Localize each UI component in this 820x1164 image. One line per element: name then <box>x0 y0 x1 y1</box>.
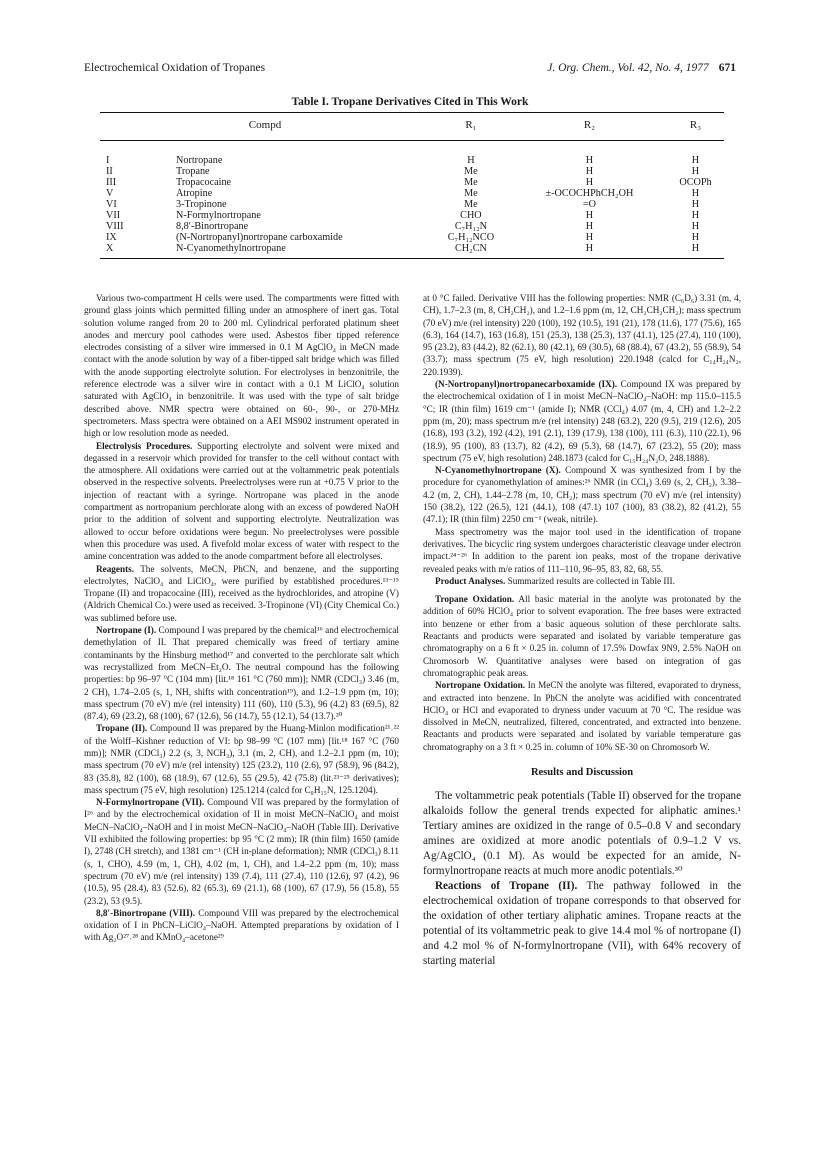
results-text <box>423 789 741 969</box>
paragraph <box>423 464 741 525</box>
table-row <box>100 210 724 221</box>
paragraph-lead: Nortropane (I). <box>96 625 157 636</box>
paragraph-text: Compound II was prepared by the Huang-Minlon modification²¹˒²² of the Wolff–Kishner reduction of VI: bp 98–99 °C (107 mm) [lit.¹⁸ 167 °C (760 mm)]; NMR (CDCl₃) 2.2 (s, 3, NCH₃), 3.1 (m, 2, CH), and 1.2–2.1 ppm (m, 10); mass spectrum (70 eV) m/e (rel intensity) 125 (23.2), 110 (2.6), 97 (58.9), 96 (84.2), 83 (35.8), 82 (100), 68 (18.9), 67 (12.6), 55 (29.5), 42 (75.8) (lit.²³⁻²⁵ derivatives); mass spectrum (75 eV, high resolution) 125.1214 (calcd for C₈H₁₅N, 125.1204). <box>84 723 399 795</box>
r3-cell: H <box>667 243 724 259</box>
paragraph-text: Compound VII was prepared by the formylation of I²⁶ and by the electrochemical oxidation of II in moist MeCN–NaClO₄ and moist MeCN–NaClO₄–NaOH and I in moist MeCN–NaClO₄–NaOH (Table III). Derivative VII exhibited the following properties: bp 95 °C (2 mm); IR (thin film) 1650 (amide I), 2748 (CH stretch), and 1381 cm⁻¹ (CH in-plane deformation); NMR (CDCl₃) 8.11 (s, 1, CHO), 4.59 (m, 1, CH), 4.02 (m, 1, CH), and 1.4–2.2 ppm (m, 10); mass spectrum (70 eV) m/e (rel intensity) 139 (7.4), 111 (27.4), 110 (12.6), 97 (4.2), 96 (10.5), 95 (28.4), 83 (52.6), 82 (65.3), 69 (21.1), 68 (100), 67 (17.9), 56 (15.8), 55 (23.2), 53 (9.5). <box>84 797 399 906</box>
r1-cell: Me <box>464 199 478 210</box>
paragraph-lead: Tropane (II). <box>96 723 148 734</box>
r2-cell: ±-OCOCHPhCH₂OH <box>545 188 634 199</box>
paragraph-text: The pathway followed in the electrochemical oxidation of tropane corresponds to that observed for the oxidation of other tertiary aliphatic amines. Tropane reacts at the potential of its voltammetric peak to give 14.4 mol % of nortropane (I) and 4.2 mol % of N-formylnortropane (VII), with 64% recovery of starting material <box>423 880 741 968</box>
compound-number: VI <box>106 199 117 210</box>
tropane-derivatives-table <box>100 112 724 259</box>
paragraph <box>84 907 399 944</box>
paragraph-text: Compound IX was prepared by the electrochemical oxidation of I in moist MeCN–NaClO₄–NaOH: mp 115.0–115.5 °C; IR (thin film) 1619 cm⁻¹ (amide I); NMR (CCl₄) 4.07 (m, 4, CH) and 1.2–2.2 ppm (m, 20); mass spectrum m/e (rel intensity) 248 (63.2), 220 (9.5), 219 (12.6), 205 (16.8), 193 (3.2), 192 (4.2), 191 (2.1), 139 (17.9), 138 (100), 111 (6.3), 110 (22.1), 96 (18.9), 95 (100), 83 (13.7), 82 (4.2), 69 (5.3), 68 (14.7), 67 (23.2), 55 (20); mass spectrum (75 eV, high resolution) 248.1873 (calcd for C₁₅H₂₄N₂O, 248.1888). <box>423 379 741 463</box>
paragraph-text: Compound VIII was prepared by the electrochemical oxidation of I in PhCN–LiClO₄–NaOH. Attempted preparations by oxidation of I with Ag₂O²⁷˒²⁸ and KMnO₄–acetone²⁹ <box>84 907 399 943</box>
compound-name: (N-Nortropanyl)nortropane carboxamide <box>176 232 343 243</box>
paragraph <box>84 440 399 563</box>
paragraph-text: All basic material in the anolyte was protonated by the addition of 60% HClO₄ prior to solvent evaporation. The free bases were extracted into benzene or ether from a basic aqueous solution of these perchlorate salts. Reactants and products were separated and isolated by variable temperature gas chromatography on a 6 ft × 0.25 in. column of 17.5% Dowfax 9N9, 2.5% NaOH on Chromosorb W. Quantitative analyses were based on integration of gas chromatographic peak areas. <box>423 594 741 678</box>
page-number: 671 <box>718 62 736 74</box>
table-row <box>100 221 724 232</box>
compound-name: Tropacocaine <box>176 177 232 188</box>
paragraph <box>423 292 741 378</box>
running-title: Electrochemical Oxidation of Tropanes <box>84 62 266 74</box>
compound-number: IX <box>106 232 117 243</box>
paragraph-lead: Reactions of Tropane (II). <box>435 880 578 893</box>
left-column-text <box>84 292 399 1112</box>
paragraph <box>423 879 741 969</box>
r2-cell: H <box>585 210 594 221</box>
table-body <box>100 141 724 259</box>
compound-number: VIII <box>106 221 124 232</box>
compound-number: X <box>100 243 176 259</box>
column-header-r1: R₁ <box>430 113 512 141</box>
r2-cell: H <box>585 177 594 188</box>
r1-cell: H <box>467 155 475 166</box>
right-column-experimental <box>423 292 741 753</box>
column-header-r3: R₃ <box>667 113 724 141</box>
compound-name: N-Formylnortropane <box>176 210 261 221</box>
r2-cell: H <box>585 166 594 177</box>
journal-citation <box>547 62 736 74</box>
compound-name: 3-Tropinone <box>176 199 227 210</box>
paragraph <box>84 624 399 722</box>
compound-name: Tropane <box>176 166 210 177</box>
paragraph-text: Supporting electrolyte and solvent were mixed and degassed in a reservoir which provided for transfer to the cell without contact with the atmosphere. All oxidations were carried out at the voltammetric peak potentials observed in the respective solvents. Preelectrolyses were run at +0.75 V prior to the injection of reactant with a syringe. Nortropane was placed in the anode compartment as nortropanium perchlorate along with an excess of powdered NaOH prior to the addition of solvent and supporting electrolyte. Neutralization was allowed to occur before oxidations were begun. No preelectrolyses were possible when this procedure was used. A fivefold molar excess of water with respect to the amine concentration was added to the anode compartment before all electrolyses. <box>84 440 399 562</box>
r3-cell: H <box>691 188 700 199</box>
paragraph-text: The solvents, MeCN, PhCN, and benzene, and the supporting electrolytes, NaClO₄ and LiClO₄, were purified by established procedures.¹³⁻¹⁵ Tropane (II) and tropacocaine (III), received as the hydrochlorides, and atropine (V) (Aldrich Chemical Co.) were used as received. 3-Tropinone (VI) (City Chemical Co.) was sublimed before use. <box>84 563 399 623</box>
r3-cell: H <box>691 199 700 210</box>
results-heading: Results and Discussion <box>530 766 634 778</box>
paragraph-lead: 8,8′-Binortropane (VIII). <box>96 907 196 918</box>
compound-number: VII <box>106 210 121 221</box>
r1-cell: Me <box>464 177 478 188</box>
paragraph-lead: Product Analyses. <box>435 575 506 586</box>
paragraph-lead: Electrolysis Procedures. <box>96 440 193 451</box>
table-row <box>100 232 724 243</box>
paragraph-text: Mass spectrometry was the major tool used in the identification of tropane derivatives. The bicyclic ring system undergoes characteristic cleavage under electron impact.²⁴⁻²⁶ In addition to the parent ion peaks, most of the tropane derivative revealed peaks with m/e ratios of 111–110, 96–95, 83, 82, 68, 55. <box>423 526 741 574</box>
paragraph-lead: (N-Nortropanyl)nortropanecarboxamide (IX). <box>435 379 618 390</box>
paragraph <box>423 679 741 753</box>
r2-cell: H <box>585 221 594 232</box>
paragraph-text: In MeCN the anolyte was filtered, evaporated to dryness, and extracted into benzene. In PhCN the anolyte was acidified with concentrated HClO₄ or HCl and evaporated to dryness under vacuum at 70 °C. The residue was dissolved in MeCN, neutralized, filtered, concentrated, and extracted into benzene. Reactants and products were separated and isolated by variable temperature gas chromatography on a 3 ft × 0.25 in. column of 10% SE-30 on Chromosorb W. <box>423 680 741 752</box>
compound-number: III <box>106 177 117 188</box>
r3-cell: H <box>691 155 700 166</box>
paragraph-text: Compound I was prepared by the chemical¹⁶ and electrochemical demethylation of II. That prepared chemically was freed of tertiary amine contaminants by the Hinsburg method¹⁷ and converted to the perchlorate salt which was recrystallized from MeCN–Et₂O. The neutral compound has the following properties: bp 96–97 °C (104 mm) [lit.¹⁸ 161 °C (760 mm)]; NMR (CDCl₃) 3.46 (m, 2 CH), 1.74–2.05 (s, 1, NH, shifts with concentration¹⁹), and 1.2–1.9 ppm (m, 10); mass spectrum (70 eV) m/e (rel intensity) 111 (60), 110 (5.3), 96 (4.2) 83 (69.5), 82 (87.4), 69 (23.2), 68 (100), 67 (12.6), 56 (14.7), 55 (12.1), 54 (13.7).²⁰ <box>84 625 399 722</box>
column-header-compd: Compd <box>100 113 430 141</box>
paragraph <box>84 796 399 907</box>
paragraph-text: Compound X was synthesized from I by the procedure for cyanomethylation of amines:²⁶ NMR (in CCl₄) 3.69 (s, 2, CH₂), 3.38–4.2 (m, 2, CH), 1.44–2.78 (m, 10, CH₂); mass spectrum (70 eV) m/e (rel intensity) 150 (38.2), 122 (26.5), 121 (44.1), 108 (47.1) 107 (100), 83 (38.2), 82 (41.2), 55 (47.1); IR (thin film) 2250 cm⁻¹ (weak, nitrile). <box>423 465 741 525</box>
paragraph-text: Summarized results are collected in Table III. <box>505 575 675 586</box>
column-header-r2: R₂ <box>512 113 667 141</box>
compound-number: I <box>106 155 110 166</box>
r1-cell: Me <box>464 166 478 177</box>
r2-cell: H <box>585 155 594 166</box>
r3-cell: H <box>691 232 700 243</box>
paragraph-lead: Reagents. <box>96 563 135 574</box>
r2-cell: =O <box>582 199 596 210</box>
paragraph <box>423 378 741 464</box>
paragraph <box>84 563 399 624</box>
paragraph-text: Various two-compartment H cells were used. The compartments were fitted with ground glass joints which permitted filling under an atmosphere of inert gas. Total solution volume ranged from 20 to 200 ml. Cylindrical perforated platinum sheet anodes and mercury pool cathodes were used. Asbestos fiber tipped reference electrodes consisting of a silver wire immersed in 0.1 M AgClO₄ in MeCN made contact with the anode solution by way of a fiber-tipped salt bridge which was filled with the anode supporting electrolyte solution. For electrolyses in benzonitrile, the reference electrode was a silver wire in contact with a 0.1 M LiClO₄ solution saturated with AgClO₄ in benzonitrile. It was used with the type of salt bridge described above. NMR spectra were obtained on 60-, 90-, or 270-MHz spectrometers. Mass spectra were obtained on a AEI MS902 instrument operated in high or low resolution mode as needed. <box>84 293 399 439</box>
table-row <box>100 166 724 177</box>
table-title: Table I. Tropane Derivatives Cited in This Work <box>291 96 529 108</box>
r1-cell: C₇H₁₂N <box>454 221 487 232</box>
r1-cell: Me <box>464 188 478 199</box>
r2-cell: H <box>512 243 667 259</box>
r3-cell: H <box>691 221 700 232</box>
table-row <box>100 188 724 199</box>
journal-name: J. Org. Chem., Vol. 42, No. 4, 1977 <box>547 62 709 74</box>
compound-number: II <box>106 166 113 177</box>
compound-name: Nortropane <box>176 155 223 166</box>
paragraph <box>423 575 741 587</box>
paragraph-lead: N-Formylnortropane (VII). <box>96 797 205 808</box>
compound-name: Atropine <box>176 188 213 199</box>
paragraph <box>423 789 741 879</box>
r3-cell: OCOPh <box>679 177 712 188</box>
paragraph-text: at 0 °C failed. Derivative VIII has the following properties: NMR (C₆D₆) 3.31 (m, 4, CH), 1.7–2.3 (m, 8, CH₂CH₂), and 1.2–1.6 ppm (m, 12, CH₂CH₂CH₂); mass spectrum (70 eV) m/e (rel intensity) 220 (100), 192 (10.5), 191 (21), 178 (11.6), 177 (75.6), 165 (6.3), 164 (14.7), 163 (16.8), 151 (25.3), 138 (25.3), 137 (41.1), 125 (27.4), 110 (100), 95 (23.2), 83 (44.2), 82 (62.1), 80 (42.1), 69 (30.5), 68 (88.4), 67 (43.2), 55 (58.9), 54 (33.7); mass spectrum (75 eV, high resolution) 220.1948 (calcd for C₁₄H₂₄N₂, 220.1939). <box>423 293 741 377</box>
paragraph-lead: Nortropane Oxidation. <box>435 680 526 691</box>
paragraph <box>84 292 399 440</box>
table-row <box>100 141 724 167</box>
r2-cell: H <box>585 232 594 243</box>
r3-cell: H <box>691 210 700 221</box>
r1-cell: C₇H₁₂NCO <box>447 232 495 243</box>
paragraph-lead: Tropane Oxidation. <box>435 594 515 605</box>
compound-name: 8,8′-Binortropane <box>176 221 249 232</box>
table-row <box>100 199 724 210</box>
paragraph <box>423 593 741 679</box>
table-row <box>100 243 724 259</box>
r1-cell: CHO <box>460 210 482 221</box>
compound-name: N-Cyanomethylnortropane <box>176 243 430 259</box>
r3-cell: H <box>691 166 700 177</box>
compound-number: V <box>106 188 114 199</box>
running-header <box>84 62 736 78</box>
paragraph <box>423 526 741 575</box>
table-header-row <box>100 113 724 141</box>
paragraph-lead: N-Cyanomethylnortropane (X). <box>435 465 561 476</box>
table-row <box>100 177 724 188</box>
paragraph <box>84 722 399 796</box>
paragraph-text: The voltammetric peak potentials (Table II) observed for the tropane alkaloids follow the general trends expected for aliphatic amines.¹ Tertiary amines are oxidized in the range of 0.5–0.8 V and secondary amines are oxidized at more anodic potentials of 0.9–1.2 V vs. Ag/AgClO₄ (0.1 M). As would be expected for an amide, N-formylnortropane reacts at much more anodic potentials.³⁰ <box>423 790 741 878</box>
right-column <box>423 292 741 1112</box>
r1-cell: CH₂CN <box>430 243 512 259</box>
